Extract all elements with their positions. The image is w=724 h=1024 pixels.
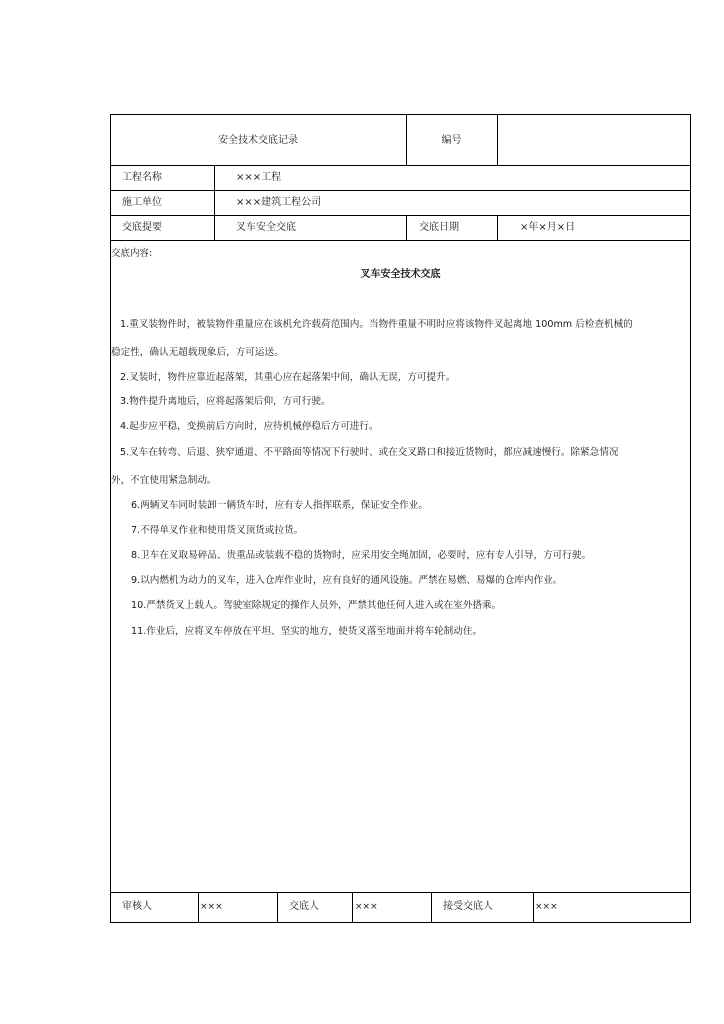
content-line: 4.起步应平稳，变换前后方向时，应待机械停稳后方可进行。 [120,421,379,432]
row-divider [110,240,691,241]
table-border-top [110,114,691,115]
row-divider [110,215,691,216]
content-line: 7.不得单叉作业和使用货叉顶货或拉货。 [131,525,304,536]
content-line: 6.两辆叉车同时装卸一辆货车时，应有专人指挥联系，保证安全作业。 [131,500,428,511]
summary-label: 交底提要 [122,222,162,233]
col-divider [214,165,215,241]
content-line: 3.物件提升离地后，应将起落架后仰，方可行驶。 [120,396,331,407]
contractor-value: ×××建筑工程公司 [236,197,322,208]
discloser-value: ××× [355,902,378,912]
col-divider [431,892,432,923]
summary-value: 叉车安全交底 [236,222,296,233]
row-divider [110,165,691,166]
row-divider [110,190,691,191]
document-heading: 叉车安全技术交底 [360,269,441,280]
form-title: 安全技术交底记录 [218,135,298,146]
col-divider [406,215,407,241]
content-line: 8.卫车在叉取易碎品、贵重品或装载不稳的货物时，应采用安全绳加固，必要时，应有专人引导，方可行驶。 [131,550,592,561]
content-line: 9.以内燃机为动力的叉车，进入仓库作业时，应有良好的通风设施。严禁在易燃、易爆的仓库内作业。 [131,575,563,586]
date-label: 交底日期 [419,222,459,233]
table-border-left [110,114,111,923]
content-line: 2.叉装时，物件应靠近起落架，其重心应在起落架中间，确认无误，方可提升。 [120,372,456,383]
content-line: 1.重叉装物件时，被装物件重量应在该机允许载荷范围内。当物件重量不明时应将该物件叉起离地 100mm 后检查机械的 [120,319,633,330]
col-divider [352,892,353,923]
col-divider [533,892,534,923]
content-line: 11.作业后，应将叉车停放在平坦、坚实的地方，使货叉落至地面并将车轮制动住。 [131,626,483,637]
content-section-label: 交底内容: [111,248,153,259]
project-name-value: ×××工程 [236,172,282,183]
reviewer-value: ××× [200,902,223,912]
content-line: 10.严禁货叉上载人。驾驶室除规定的操作人员外，严禁其他任何人进入或在室外搭乘。 [131,600,502,611]
receiver-value: ××× [535,902,558,912]
contractor-label: 施工单位 [122,197,162,208]
content-line: 5.叉车在转弯、后退、狭窄通道、不平路面等情况下行驶时、或在交叉路口和接近货物时，都应减速慢行。除紧急情况 [120,447,619,458]
content-line: 外，不宜使用紧急制动。 [111,475,217,486]
number-label: 编号 [441,135,462,146]
content-line: 稳定性，确认无超载现象后，方可运送。 [111,347,284,358]
col-divider [198,892,199,923]
col-divider [497,114,498,166]
col-divider [277,892,278,923]
col-divider [497,215,498,241]
project-name-label: 工程名称 [122,172,162,183]
date-value: ×年×月×日 [520,222,576,233]
table-border-right [690,114,691,923]
discloser-label: 交底人 [289,901,319,912]
receiver-label: 接受交底人 [443,901,493,912]
reviewer-label: 审核人 [122,901,152,912]
